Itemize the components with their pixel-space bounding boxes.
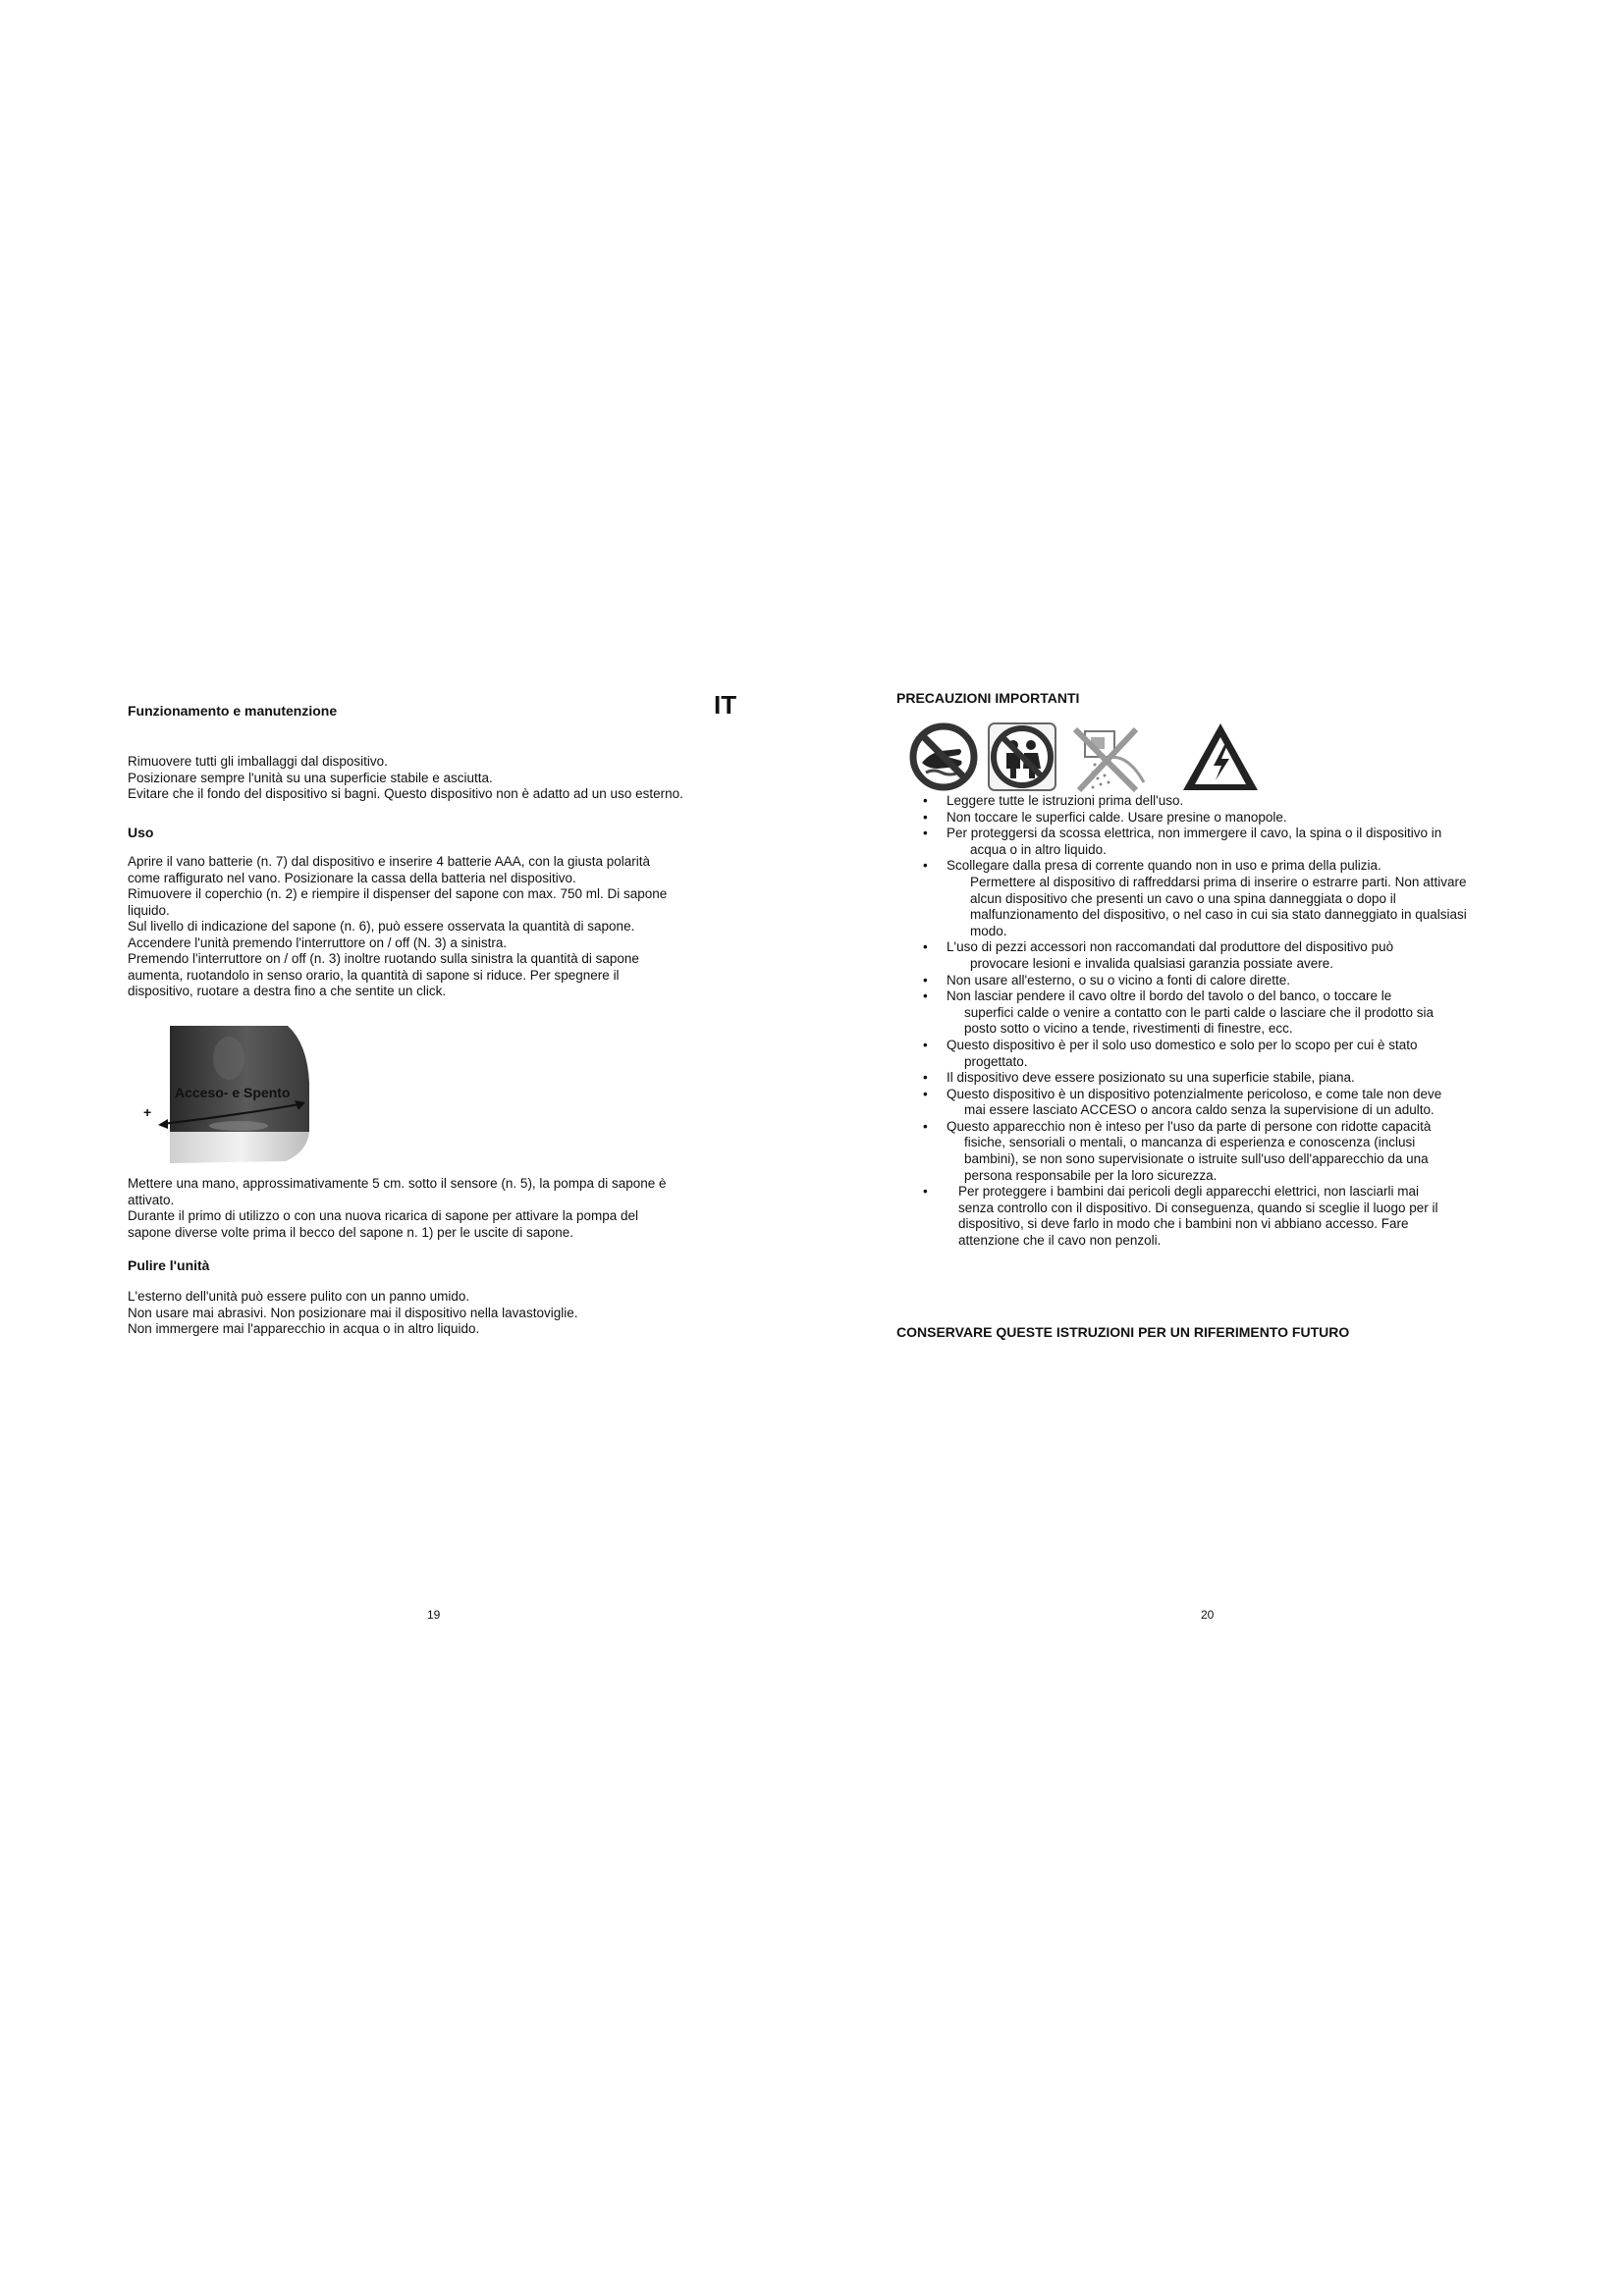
switch-label: Acceso- e Spento	[175, 1085, 291, 1100]
no-shower-icon	[1065, 721, 1154, 795]
section-heading-pulire: Pulire l'unità	[128, 1257, 210, 1273]
section-heading-funzionamento: Funzionamento e manutenzione	[128, 703, 338, 719]
plus-sign: +	[143, 1104, 152, 1120]
list-item: • Questo apparecchio non è inteso per l'uso da parte di persone con ridotte capacità fisiche, sensoriali o mentali, o mancanza di esperienza e conoscenza (inclusi bambini), se non sono supervisionate o istruite sull'uso dell'apparecchio da una persona responsabile per la loro sicurezza.	[923, 1118, 1432, 1183]
rotation-arrow-icon	[152, 1095, 329, 1134]
sensor-paragraph: Mettere una mano, approssimativamente 5 cm. sotto il sensore (n. 5), la pompa di sapone è attivato. Durante il primo di utilizzo o con una nuova ricarica di sapone per attivare la pompa del sapone diverse volte prima il becco del sapone n. 1) per le uscite di sapone.	[128, 1176, 667, 1240]
list-item: • Per proteggersi da scossa elettrica, non immergere il cavo, la spina o il dispositivo in acqua o in altro liquido.	[923, 826, 1442, 857]
warning-icons	[908, 721, 1262, 795]
uso-paragraph: Aprire il vano batterie (n. 7) dal dispositivo e inserire 4 batterie AAA, con la giusta polarità come raffigurato nel vano. Posizionare la cassa della batteria nel dispositivo. Rimuovere il coperchio (n. 2) e riempire il dispenser del sapone con max. 750 ml. Di sapone liquido. Sul livello di indicazione del sapone (n. 6), può essere osservata la quantità di sapone. Accendere l'unità premendo l'interruttore on / off (N. 3) a sinistra. Premendo l'interruttore on / off (n. 3) inoltre ruotando sulla sinistra la quantità di sapone aumenta, ruotandolo in senso orario, la quantità di sapone si riduce. Per spegnere il dispositivo, ruotare a destra fino a che sentite un click.	[128, 854, 668, 998]
precautions-list	[923, 793, 1517, 1250]
section-heading-uso: Uso	[128, 825, 154, 840]
list-item: • Scollegare dalla presa di corrente quando non in uso e prima della pulizia. Permettere al dispositivo di raffreddarsi prima di inserire o estrarre parti. Non attivare alcun dispositivo che presenti un cavo o una spina danneggiata o dopo il malfunzionamento del dispositivo, o nel caso in cui sia stato danneggiato in qualsiasi modo.	[923, 858, 1467, 938]
list-item: • Leggere tutte le istruzioni prima dell'uso.	[923, 793, 1184, 808]
language-code: IT	[714, 690, 737, 720]
list-item: • Non usare all'esterno, o su o vicino a fonti di calore dirette.	[923, 972, 1291, 988]
pulire-paragraph: L'esterno dell'unità può essere pulito con un panno umido. Non usare mai abrasivi. Non posizionare mai il dispositivo nella lavastoviglie. Non immergere mai l'apparecchio in acqua o in altro liquido.	[128, 1289, 578, 1336]
section-heading-precauzioni: PRECAUZIONI IMPORTANTI	[896, 690, 1080, 706]
electric-hazard-warning-icon	[1181, 721, 1260, 792]
footer-note: CONSERVARE QUESTE ISTRUZIONI PER UN RIFERIMENTO FUTURO	[896, 1324, 1350, 1340]
intro-paragraph: Rimuovere tutti gli imballaggi dal dispositivo. Posizionare sempre l'unità su una superficie stabile e asciutta. Evitare che il fondo del dispositivo si bagni. Questo dispositivo non è adatto ad un uso esterno.	[128, 754, 683, 801]
list-item: • Non toccare le superfici calde. Usare presine o manopole.	[923, 809, 1287, 825]
list-item: • Per proteggere i bambini dai pericoli degli apparecchi elettrici, non lasciarli mai senza controllo con il dispositivo. Di conseguenza, quando si sceglie il luogo per il dispositivo, si deve farlo in modo che i bambini non vi abbiano accesso. Fare attenzione che il cavo non penzoli.	[923, 1184, 1438, 1249]
page-number: 20	[1201, 1608, 1215, 1622]
no-hand-in-water-icon	[908, 721, 979, 792]
list-item: • L'uso di pezzi accessori non raccomandati dal produttore del dispositivo può provocare lesioni e invalida qualsiasi garanzia possiate avere.	[923, 939, 1394, 971]
list-item: • Il dispositivo deve essere posizionato su una superficie stabile, piana.	[923, 1070, 1355, 1086]
list-item: • Questo dispositivo è un dispositivo potenzialmente pericoloso, e come tale non deve mai essere lasciato ACCESO o ancora caldo senza la supervisione di un adulto.	[923, 1086, 1442, 1118]
page-number: 19	[427, 1608, 441, 1622]
list-item: • Non lasciar pendere il cavo oltre il bordo del tavolo o del banco, o toccare le superfici calde o venire a contatto con le parti calde o lasciare che il prodotto sia posto sotto o vicino a tende, rivestimenti di finestre, ecc.	[923, 988, 1435, 1037]
keep-away-from-children-icon	[987, 721, 1057, 792]
list-item: • Questo dispositivo è per il solo uso domestico e solo per lo scopo per cui è stato progettato.	[923, 1037, 1418, 1069]
